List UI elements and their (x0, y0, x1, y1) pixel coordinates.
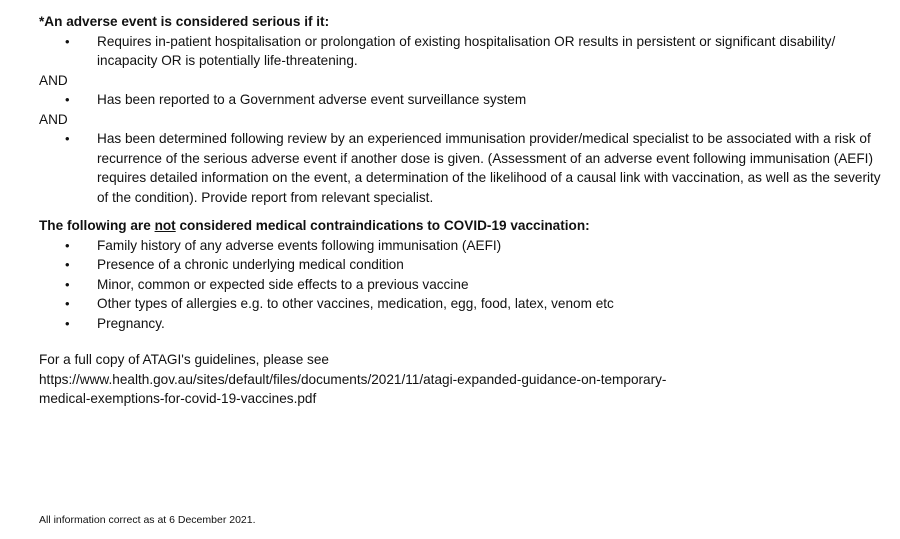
list-item (39, 236, 889, 256)
not-contraindications-heading: The following are not considered medical contraindications to COVID-19 vaccination: (39, 218, 590, 233)
serious-criteria-list (39, 90, 889, 110)
bullet-icon: • (65, 92, 70, 107)
list-item (39, 129, 889, 207)
bullet-icon: • (65, 33, 70, 49)
criteria-text: Has been reported to a Government adverse event surveillance system (97, 92, 527, 107)
item-text: Presence of a chronic underlying medical condition (97, 257, 404, 272)
bullet-icon: • (65, 296, 70, 311)
serious-criteria-list (39, 129, 889, 207)
and-connector: AND (39, 72, 68, 88)
not-emphasis: not (154, 218, 176, 233)
item-text: Pregnancy. (97, 315, 165, 331)
bullet-icon: • (65, 276, 70, 292)
and-connector: AND (39, 111, 68, 127)
bullet-icon: • (65, 131, 70, 146)
list-item (39, 294, 889, 314)
bullet-icon: • (65, 237, 70, 253)
item-text: Other types of allergies e.g. to other vaccines, medication, egg, food, latex, venom etc (97, 296, 614, 311)
serious-event-heading: *An adverse event is considered serious if it: (39, 14, 330, 29)
list-item (39, 90, 889, 110)
criteria-text: Requires in-patient hospitalisation or prolongation of existing hospitalisation OR results in persistent or significant disability/ incapacity OR is potentially life-threatening. (97, 33, 836, 68)
item-text: Minor, common or expected side effects to a previous vaccine (97, 276, 469, 292)
footer-note: All information correct as at 6 December 2021. (39, 514, 256, 526)
item-text: Family history of any adverse events following immunisation (AEFI) (97, 237, 502, 253)
not-contraindications-list (39, 236, 889, 334)
guidelines-url-line-2[interactable]: medical-exemptions-for-covid-19-vaccines.pdf (39, 391, 317, 406)
list-item (39, 255, 889, 275)
bullet-icon: • (65, 315, 70, 331)
bullet-icon: • (65, 257, 70, 272)
document-body (39, 12, 889, 409)
guidelines-url-line-1[interactable]: https://www.health.gov.au/sites/default/files/documents/2021/11/atagi-expanded-guidance-on-temporary- (39, 371, 667, 387)
list-item (39, 32, 889, 71)
list-item (39, 314, 889, 334)
serious-criteria-list (39, 32, 889, 71)
list-item (39, 275, 889, 295)
guidelines-intro: For a full copy of ATAGI's guidelines, please see (39, 352, 329, 367)
criteria-text: Has been determined following review by an experienced immunisation provider/medical specialist to be associated with a risk of recurrence of the serious adverse event if another dose is given. (Assessment of an adverse event following immunisation (AEFI) requires detailed information on the event, a determination of the likelihood of a causal link with vaccination, as well as the severity of the condition). Provide report from relevant specialist. (97, 131, 881, 205)
